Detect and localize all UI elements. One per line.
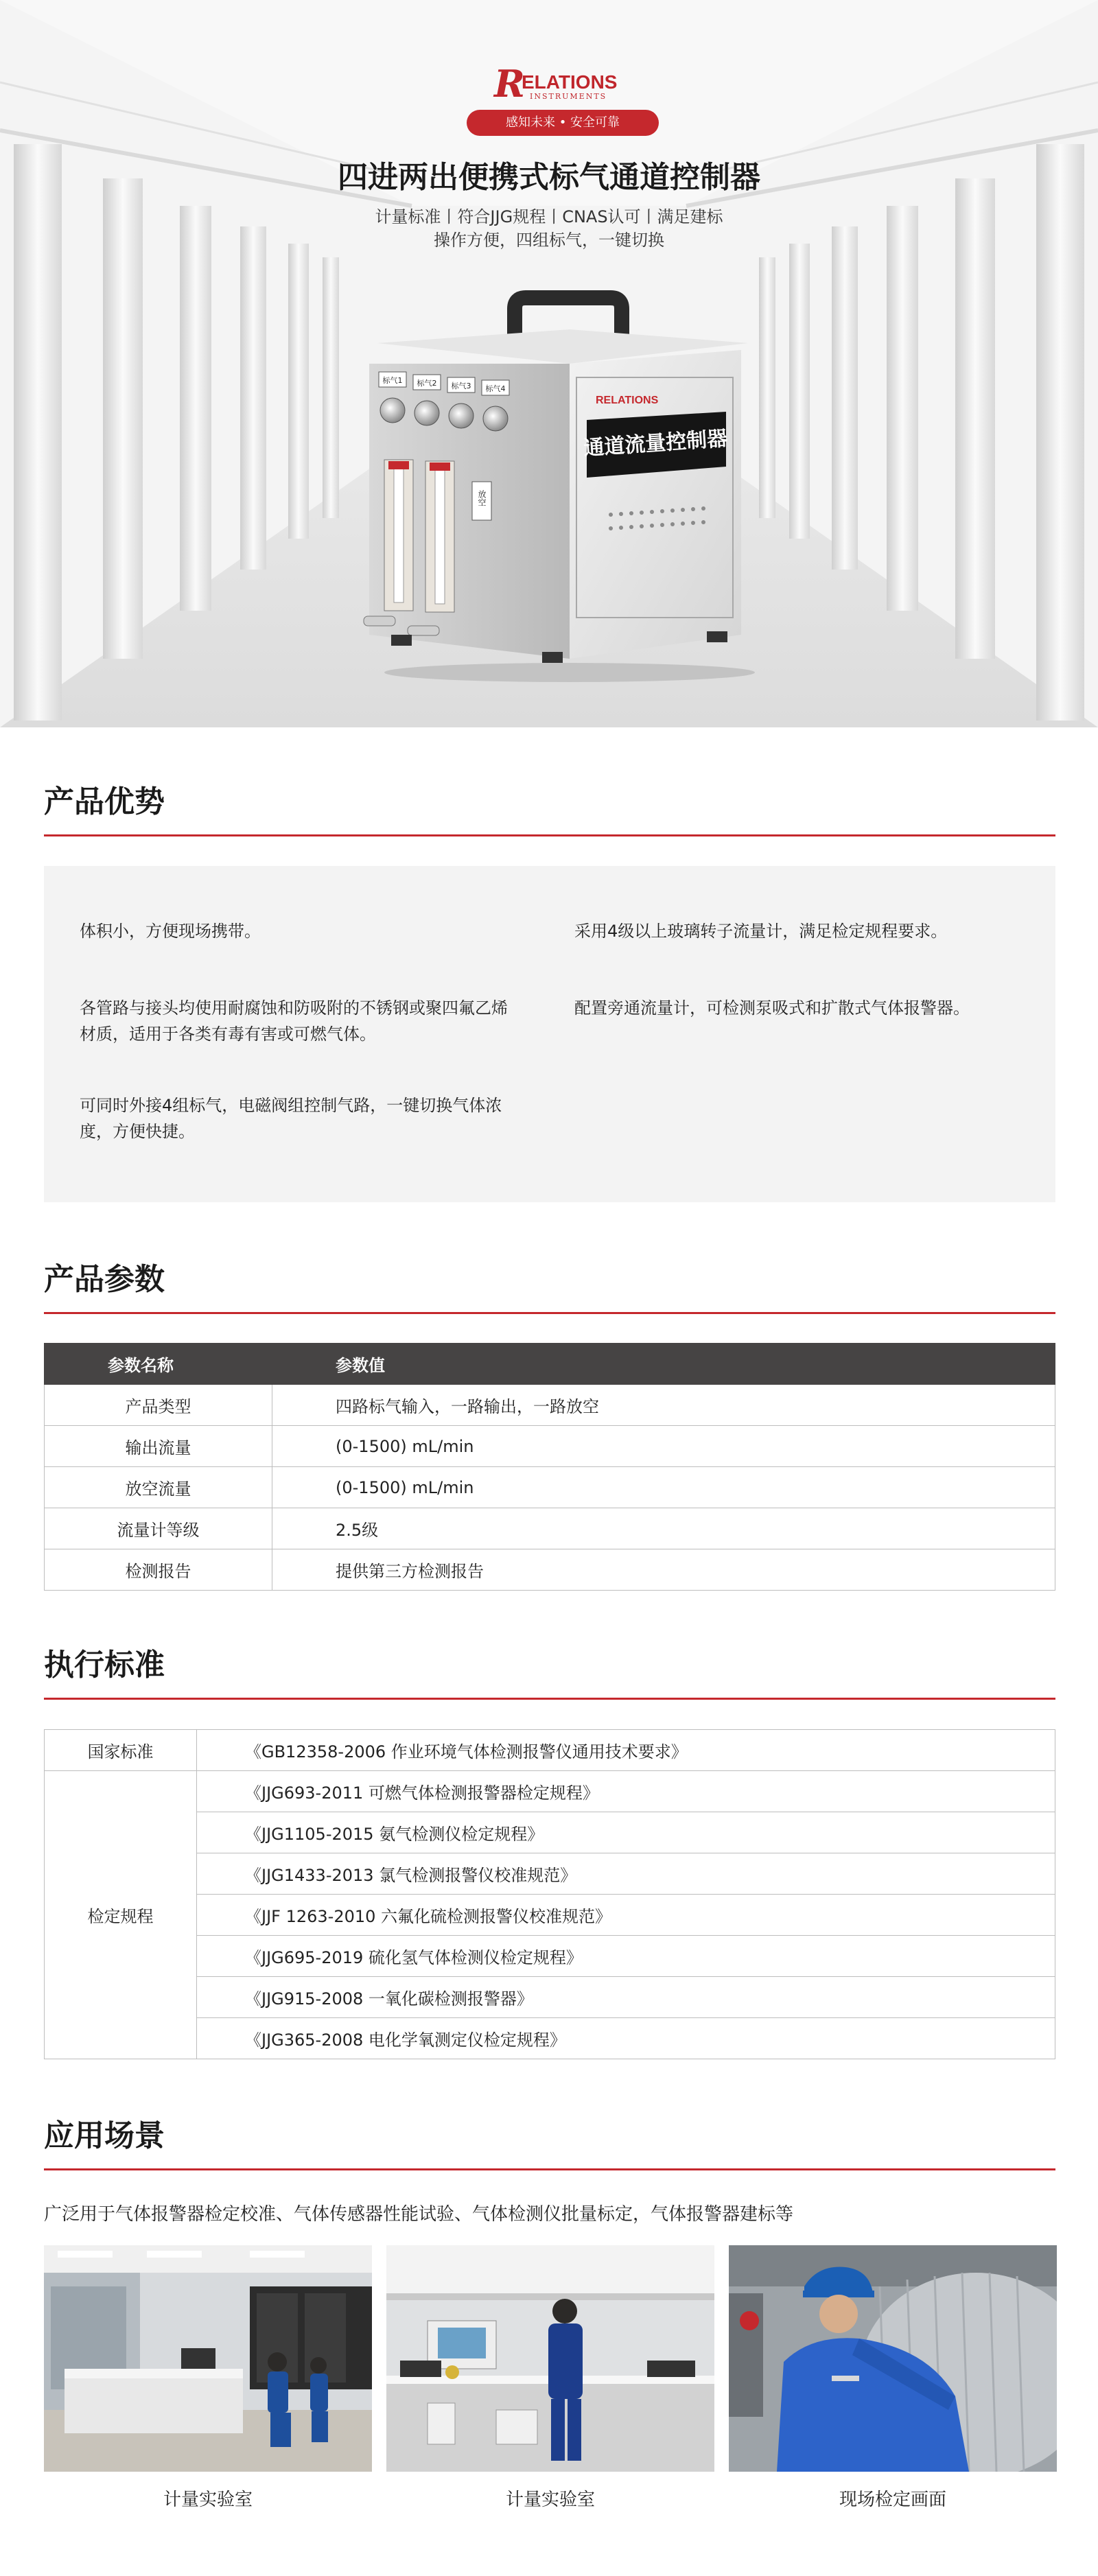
param-value: (0-1500) mL/min <box>272 1467 1055 1508</box>
logo-mark: R <box>494 62 525 106</box>
application-photo-lab-1 <box>44 2245 372 2472</box>
photo-caption: 计量实验室 <box>163 2490 253 2510</box>
device-port-label: 标气4 <box>485 384 506 393</box>
table-row <box>45 1730 1055 1771</box>
table-row <box>45 1771 1055 1812</box>
standard-category: 国家标准 <box>45 1730 197 1771</box>
section-divider <box>44 2168 1055 2170</box>
section-title-advantages: 产品优势 <box>44 784 165 819</box>
section-title-standards: 执行标准 <box>44 1648 165 1683</box>
application-photo-lab-2 <box>386 2245 714 2472</box>
table-row <box>45 1508 1055 1549</box>
table-row <box>45 1385 1055 1426</box>
section-divider <box>44 1698 1055 1700</box>
advantage-item: 体积小，方便现场携带。 <box>80 922 261 941</box>
photo-caption: 计量实验室 <box>505 2490 595 2510</box>
applications-description: 广泛用于气体报警器检定校准、气体传感器性能试验、气体检测仪批量标定，气体报警器建标等 <box>44 2204 794 2225</box>
product-device-image <box>350 288 762 686</box>
param-value: 提供第三方检测报告 <box>272 1549 1055 1591</box>
device-port-label: 标气1 <box>382 376 403 385</box>
photo-caption: 现场检定画面 <box>839 2490 946 2510</box>
advantages-panel <box>44 866 1055 1202</box>
panel-title: 通道流量控制器 <box>583 426 729 461</box>
table-header: 参数值 <box>272 1344 1055 1385</box>
advantage-item: 可同时外接4组标气，电磁阀组控制气路，一键切换气体浓度，方便快捷。 <box>80 1096 502 1141</box>
product-subtitle-1: 计量标准丨符合JJG规程丨CNAS认可丨满足建标 <box>375 207 723 226</box>
hero-banner <box>0 0 1098 727</box>
device-port-label: 标气2 <box>417 379 437 388</box>
section-title-params: 产品参数 <box>44 1262 165 1297</box>
standard-item: 《JJF 1263-2010 六氟化硫检测报警仪校准规范》 <box>197 1895 1055 1936</box>
standard-item: 《JJG693-2011 可燃气体检测报警器检定规程》 <box>197 1771 1055 1812</box>
param-value: (0-1500) mL/min <box>272 1426 1055 1467</box>
standard-item: 《JJG695-2019 硫化氢气体检测仪检定规程》 <box>197 1936 1055 1977</box>
product-title: 四进两出便携式标气通道控制器 <box>338 160 760 195</box>
param-name: 流量计等级 <box>45 1508 272 1549</box>
table-header-row <box>45 1344 1055 1385</box>
logo-wordmark: ELATIONS <box>522 71 618 93</box>
param-value: 四路标气输入，一路输出，一路放空 <box>272 1385 1055 1426</box>
param-value: 2.5级 <box>272 1508 1055 1549</box>
table-row <box>45 1426 1055 1467</box>
product-subtitle-2: 操作方便，四组标气，一键切换 <box>434 231 664 250</box>
logo-subtext: INSTRUMENTS <box>530 92 607 101</box>
standard-item: 《GB12358-2006 作业环境气体检测报警仪通用技术要求》 <box>197 1730 1055 1771</box>
slogan-badge: 感知未来 • 安全可靠 <box>467 110 659 136</box>
standard-item: 《JJG1433-2013 氯气检测报警仪校准规范》 <box>197 1853 1055 1895</box>
advantage-item: 采用4级以上玻璃转子流量计，满足检定规程要求。 <box>574 922 948 941</box>
panel-logo: RELATIONS <box>596 395 659 406</box>
param-name: 产品类型 <box>45 1385 272 1426</box>
standard-item: 《JJG1105-2015 氨气检测仪检定规程》 <box>197 1812 1055 1853</box>
param-name: 检测报告 <box>45 1549 272 1591</box>
standard-category: 检定规程 <box>45 1771 197 2059</box>
advantage-item: 配置旁通流量计，可检测泵吸式和扩散式气体报警器。 <box>574 998 970 1018</box>
table-row <box>45 1549 1055 1591</box>
application-photo-field <box>729 2245 1057 2472</box>
brand-logo <box>494 62 618 106</box>
standard-item: 《JJG915-2008 一氧化碳检测报警器》 <box>197 1977 1055 2018</box>
advantage-item: 各管路与接头均使用耐腐蚀和防吸附的不锈钢或聚四氟乙烯材质，适用于各类有毒有害或可燃气体。 <box>80 998 508 1044</box>
table-row <box>45 1467 1055 1508</box>
device-port-label: 标气3 <box>451 382 471 390</box>
section-divider <box>44 834 1055 836</box>
params-table <box>44 1343 1055 1591</box>
param-name: 放空流量 <box>45 1467 272 1508</box>
device-vent-label: 放空 <box>477 490 487 506</box>
standards-table <box>44 1729 1055 2059</box>
param-name: 输出流量 <box>45 1426 272 1467</box>
section-divider <box>44 1312 1055 1314</box>
section-title-applications: 应用场景 <box>44 2118 165 2153</box>
table-header: 参数名称 <box>45 1344 272 1385</box>
standard-item: 《JJG365-2008 电化学氧测定仪检定规程》 <box>197 2018 1055 2059</box>
